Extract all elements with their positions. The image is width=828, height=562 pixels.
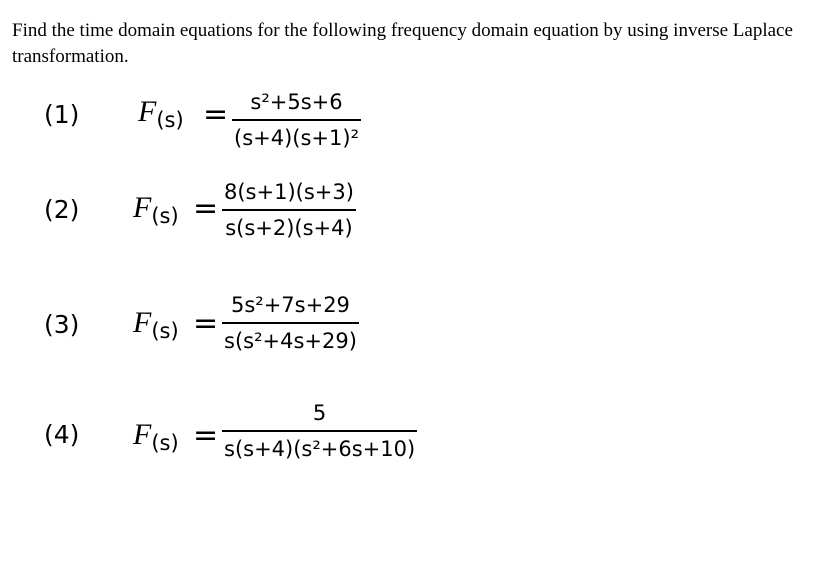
function-name xyxy=(138,95,184,132)
function-letter: F xyxy=(133,306,152,339)
function-subscript: (s) xyxy=(156,108,184,132)
numerator: 5 xyxy=(312,401,327,425)
function-letter: F xyxy=(138,95,157,128)
problem-3 xyxy=(0,290,828,370)
problem-number: (1) xyxy=(44,100,80,129)
equals-sign: = xyxy=(193,418,219,453)
denominator: s(s+2)(s+4) xyxy=(225,216,353,240)
problem-2 xyxy=(0,177,828,257)
numerator: 8(s+1)(s+3) xyxy=(224,180,354,204)
denominator: (s+4)(s+1)² xyxy=(234,126,359,150)
problem-number: (3) xyxy=(44,310,80,339)
function-letter: F xyxy=(133,418,152,451)
equals-sign: = xyxy=(203,97,229,132)
function-subscript: (s) xyxy=(151,319,179,343)
function-name xyxy=(133,306,179,343)
equals-sign: = xyxy=(193,306,219,341)
denominator: s(s²+4s+29) xyxy=(224,329,357,353)
fraction xyxy=(222,292,359,354)
fraction xyxy=(222,179,356,241)
fraction xyxy=(232,89,361,151)
problem-number: (4) xyxy=(44,420,80,449)
denominator: s(s+4)(s²+6s+10) xyxy=(224,437,416,461)
function-letter: F xyxy=(133,191,152,224)
problem-number: (2) xyxy=(44,195,80,224)
fraction xyxy=(222,400,417,462)
numerator: s²+5s+6 xyxy=(250,90,343,114)
numerator: 5s²+7s+29 xyxy=(230,293,350,317)
instruction-text: Find the time domain equations for the following frequency domain equation by using inverse Laplace transformation. xyxy=(12,20,793,67)
function-name xyxy=(133,191,179,228)
equals-sign: = xyxy=(193,191,219,226)
function-subscript: (s) xyxy=(151,204,179,228)
function-name xyxy=(133,418,179,455)
function-subscript: (s) xyxy=(151,431,179,455)
problem-1 xyxy=(0,85,828,165)
problem-4 xyxy=(0,398,828,478)
